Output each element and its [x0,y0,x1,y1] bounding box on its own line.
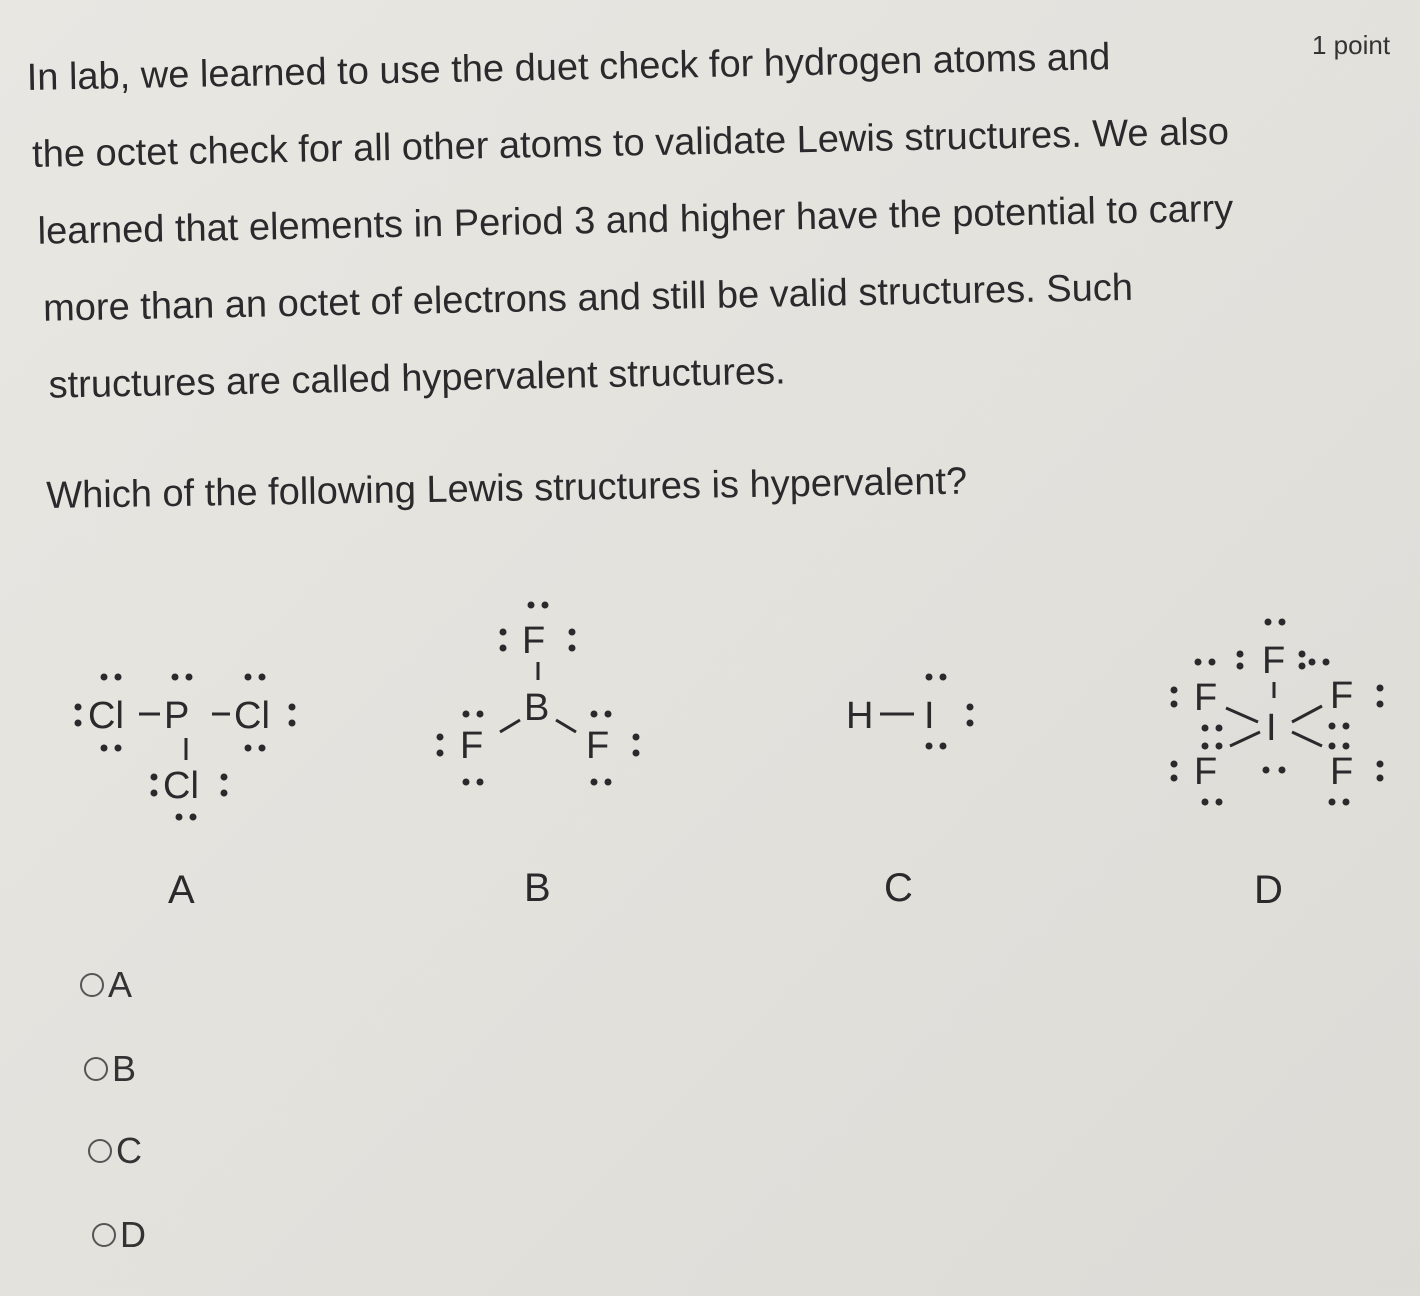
lewis-structures-figure [0,580,1420,920]
option-label: A [108,964,133,1005]
structure-label-a: A [168,868,195,912]
option-label: D [120,1214,146,1255]
radio-circle-icon[interactable] [84,1057,108,1081]
option-label: C [116,1130,142,1171]
structure-a [75,674,296,821]
radio-circle-icon[interactable] [80,973,104,997]
atom-f: F [522,620,546,662]
atom-f: F [586,725,610,767]
prompt-line: learned that elements in Period 3 and higher have the potential to carry [37,187,1234,253]
atom-f: F [1330,751,1354,793]
atom-b: B [524,687,550,729]
atom-f: F [1194,751,1218,793]
atom-h: H [846,695,874,737]
structure-label-b: B [524,866,551,910]
lewis-structures-svg [0,580,1420,920]
atom-f: F [1262,640,1286,682]
radio-circle-icon[interactable] [92,1223,116,1247]
prompt-line: more than an octet of electrons and still be valid structures. Such [42,266,1134,330]
structure-label-d: D [1254,868,1283,912]
prompt-line: In lab, we learned to use the duet check for hydrogen atoms and [26,36,1111,99]
atom-f: F [460,725,484,767]
atom-p: P [164,695,190,737]
atom-cl: Cl [88,695,124,737]
option-c[interactable] [88,1130,142,1172]
points-label: 1 point [1312,30,1391,60]
atom-cl: Cl [163,765,199,807]
atom-i: I [1266,707,1277,749]
option-a[interactable] [80,964,132,1006]
structure-d [1171,619,1384,806]
structure-label-c: C [884,866,913,910]
question-prompt [26,13,1420,425]
atom-cl: Cl [234,695,270,737]
question-text: Which of the following Lewis structures is hypervalent? [46,460,968,517]
atom-f: F [1330,675,1354,717]
atom-i: I [924,695,935,737]
prompt-line: structures are called hypervalent structures. [48,350,787,407]
radio-circle-icon[interactable] [88,1139,112,1163]
structure-b [437,602,640,786]
structure-c [846,674,974,750]
option-b[interactable] [84,1048,136,1090]
option-label: B [112,1048,137,1089]
atom-f: F [1194,677,1218,719]
option-d[interactable] [92,1214,146,1256]
prompt-line: the octet check for all other atoms to validate Lewis structures. We also [31,110,1230,176]
